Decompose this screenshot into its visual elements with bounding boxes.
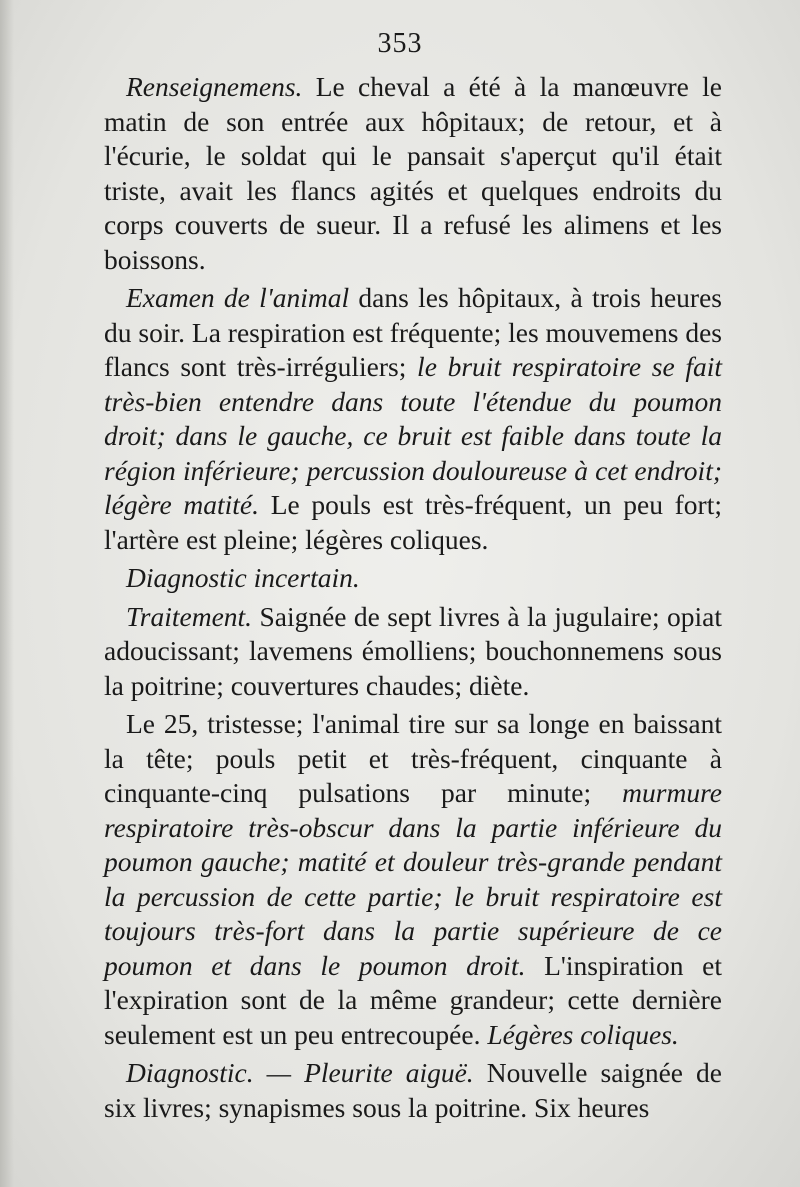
paragraph-lead: Renseignemens.	[126, 71, 303, 102]
paragraph-italic-end: Légères coliques.	[480, 1018, 679, 1050]
paragraph-renseignemens	[104, 70, 722, 277]
paragraph-italic-text: le bruit respiratoire se fait très-bien entendre dans toute l'étendue du poumon droit; dans le gauche, ce bruit est faible dans toute la région inférieure; percussion douloureuse à cet endroit; légère matité.	[104, 351, 723, 520]
paragraph-lead: Diagnostic incertain.	[126, 562, 360, 593]
paragraph-diagnostic-pleurite	[104, 1056, 722, 1125]
paragraph-lead: Diagnostic. — Pleurite aiguë.	[126, 1057, 474, 1088]
paragraph-tail-text: Le pouls est très-fréquent, un peu fort; l'artère est pleine; légères coliques.	[104, 489, 722, 555]
paragraph-text: Le cheval a été à la manœuvre le matin de son entrée aux hôpitaux; de retour, et à l'écurie, le soldat qui le pansait s'aperçut qu'il était triste, avait les flancs agités et quelques endroits du corps couverts de sueur. Il a refusé les alimens et les boissons.	[104, 71, 722, 275]
page-edge-shadow	[0, 0, 14, 1187]
paragraph-italic-text: murmure respiratoire très-obscur dans la partie inférieure du poumon gauche; matité et douleur très-grande pendant la percussion de cette partie; le bruit respiratoire est toujours très-fort dans la partie supérieure de ce poumon et dans le poumon droit.	[104, 777, 722, 981]
paragraph-lead: Examen de l'animal	[126, 282, 350, 313]
paragraph-diagnostic-incertain	[104, 561, 722, 596]
paragraph-le-25	[104, 707, 722, 1052]
body-text	[104, 70, 722, 1129]
paragraph-text: dans les hôpitaux, à trois heures du soir. La respiration est fréquente; les mouvemens des flancs sont très-irréguliers;	[104, 282, 722, 382]
paragraph-traitement	[104, 600, 722, 704]
paragraph-tail-text: L'inspiration et l'expiration sont de la même grandeur; cette dernière seulement est un peu entrecoupée.	[104, 949, 722, 1050]
page-number: 353	[377, 28, 423, 59]
paragraph-examen	[104, 281, 722, 557]
paragraph-text: Nouvelle saignée de six livres; synapismes sous la poitrine. Six heures	[104, 1057, 722, 1123]
paragraph-text: Le 25, tristesse; l'animal tire sur sa longe en baissant la tête; pouls petit et très-fréquent, cinquante à cinquante-cinq pulsations par minute;	[104, 708, 722, 808]
paragraph-text: Saignée de sept livres à la jugulaire; opiat adoucissant; lavemens émolliens; bouchonnemens sous la poitrine; couvertures chaudes; diète.	[104, 600, 722, 701]
paragraph-lead: Traitement.	[126, 600, 253, 632]
